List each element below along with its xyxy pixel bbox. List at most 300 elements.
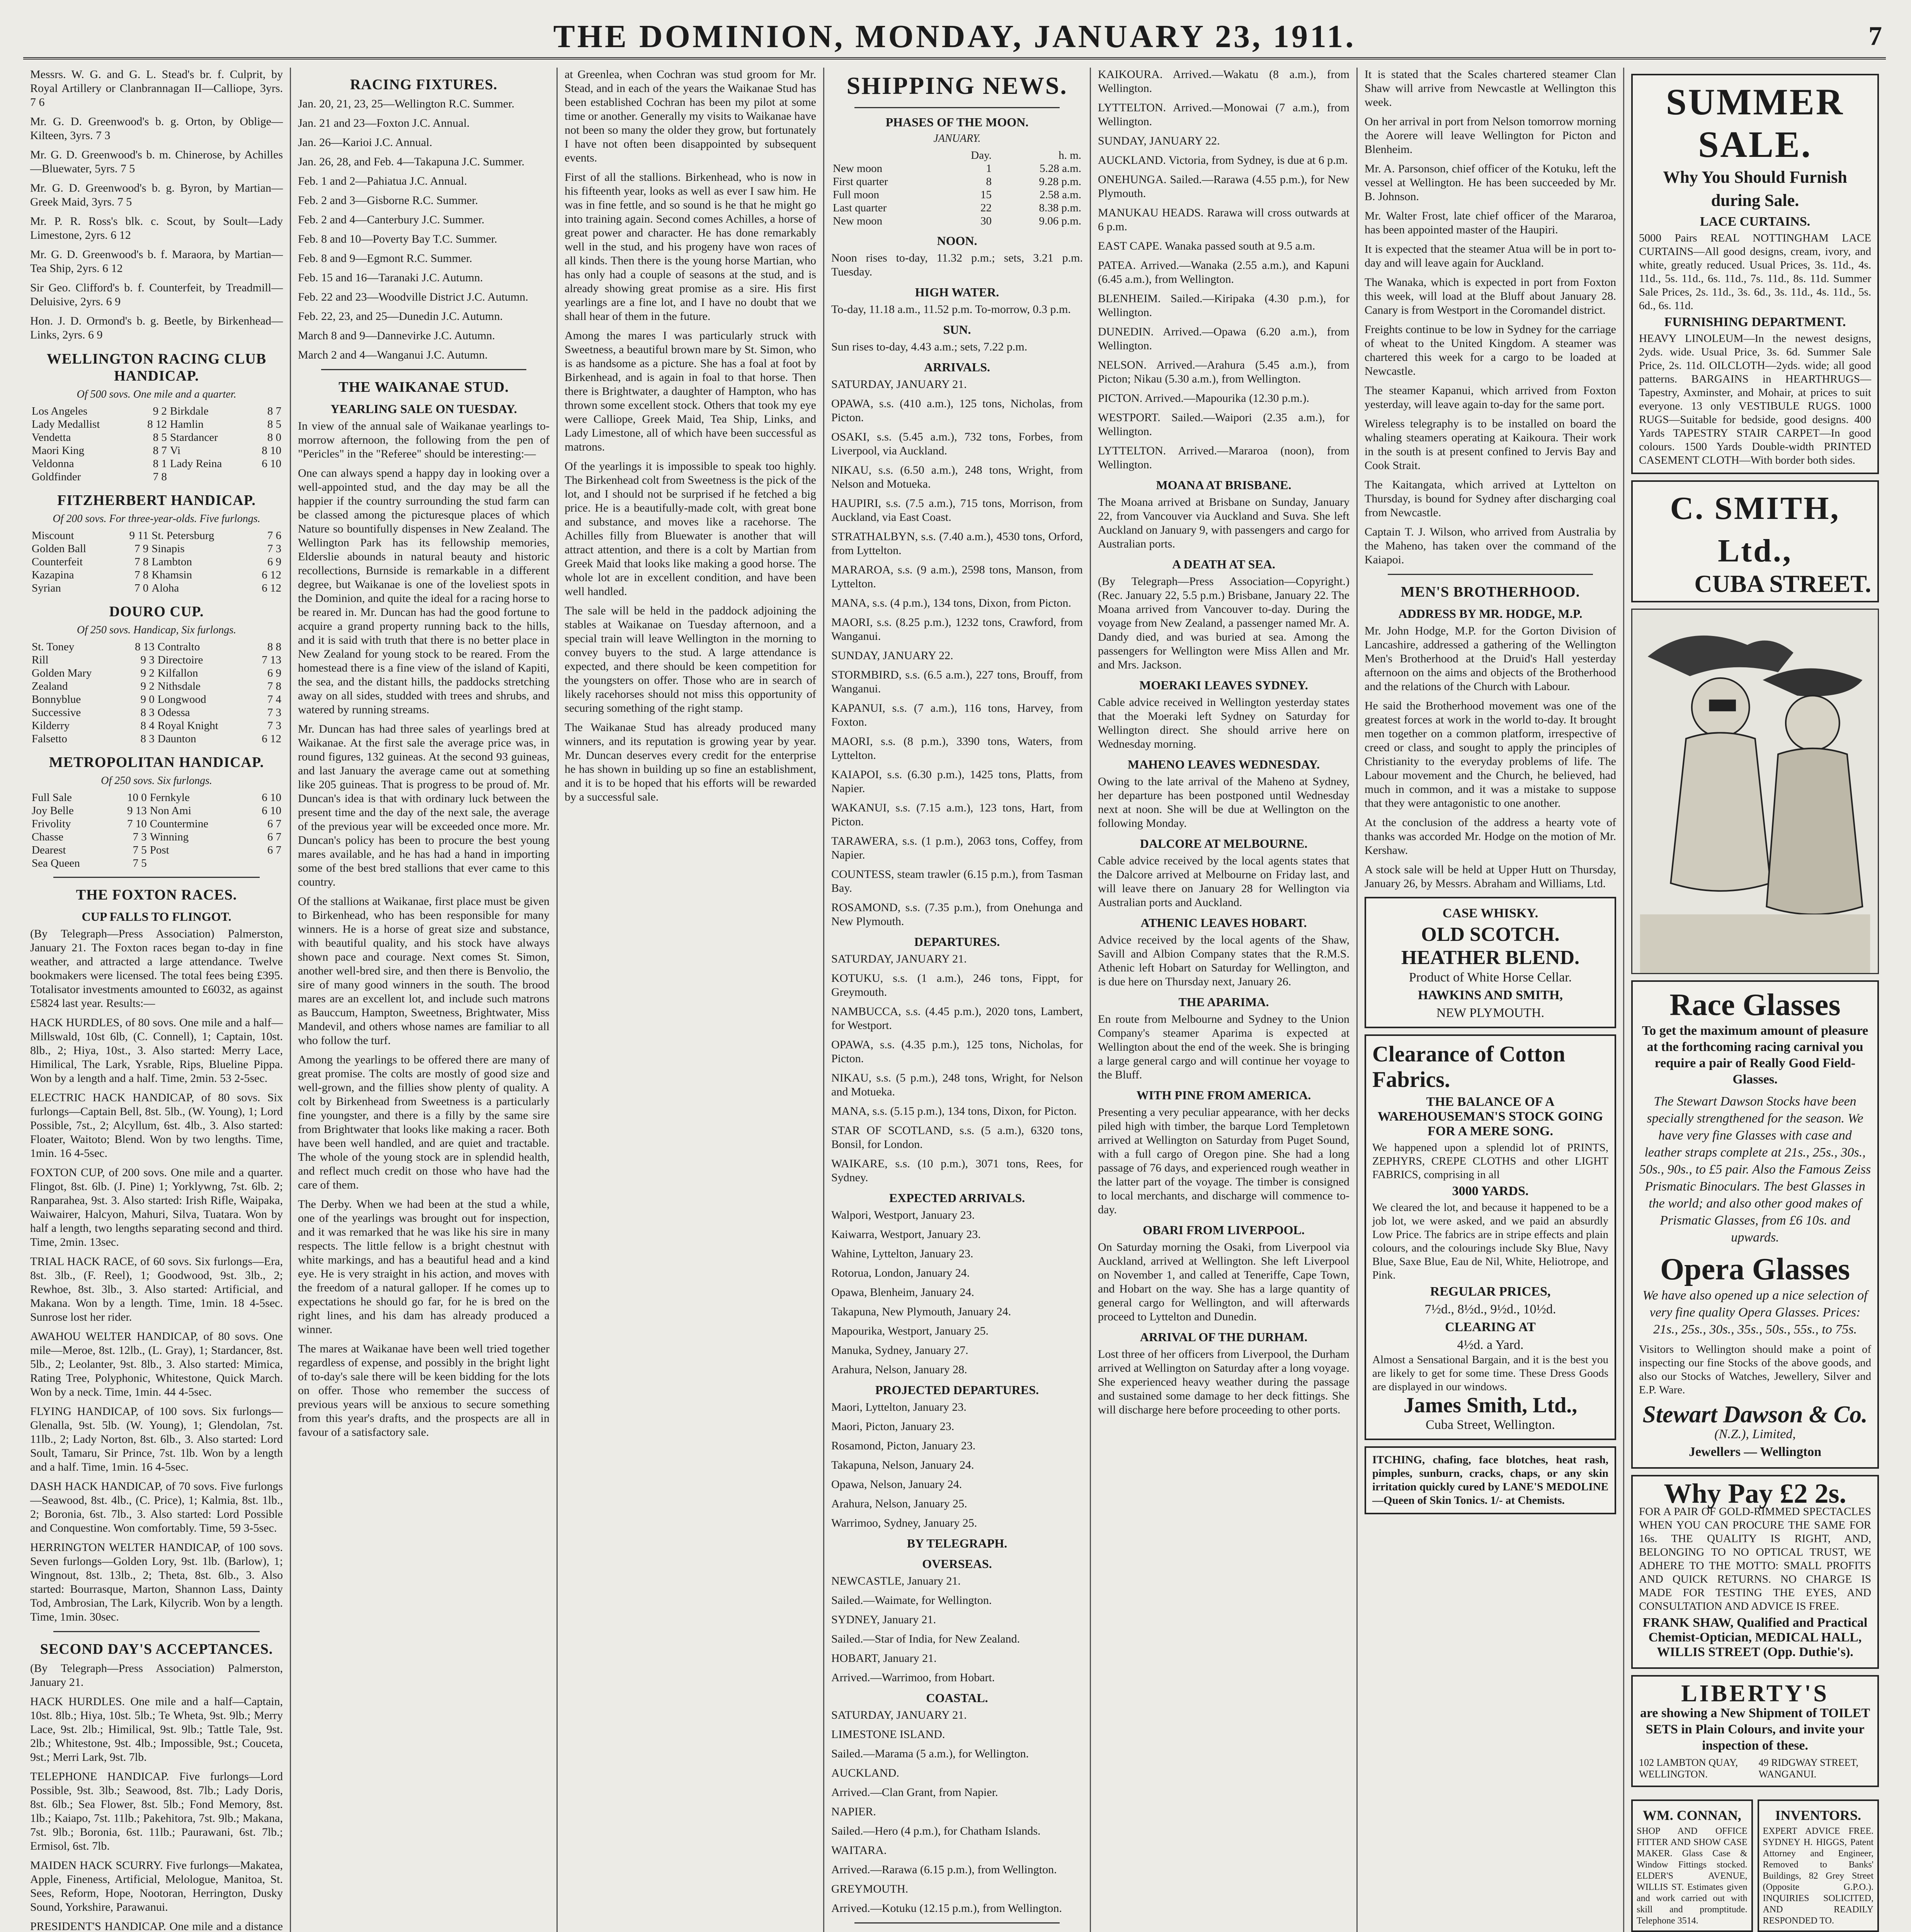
table-cell: New moon [833, 215, 883, 227]
page-number: 7 [1868, 21, 1882, 51]
divider [854, 107, 1060, 108]
clearance-out-price: 4½d. a Yard. [1457, 1338, 1524, 1352]
paragraph: DUNEDIN. Arrived.—Opawa (6.20 a.m.), from Wellington. [1098, 325, 1349, 352]
table-cell: 15 [980, 189, 992, 201]
article-headline: A DEATH AT SEA. [1172, 557, 1275, 571]
paragraph: Sailed.—Waimate, for Wellington. [831, 1594, 992, 1607]
paragraph: WAITARA. [831, 1844, 887, 1857]
paragraph: The steamer Kapanui, which arrived from Foxton yesterday, will leave again to-day for the same port. [1365, 384, 1616, 411]
horse-name: Los Angeles [32, 405, 88, 417]
stewart-dawson-advertisement [1631, 980, 1879, 1469]
liberty-advertisement [1631, 1675, 1879, 1787]
article-body: Advice received by the local agents of the Shaw, Savill and Albion Company states that the R.M.S. Athenic left Hobart on Saturday for Wellington, and is due here on Thursday next, January 26. [1098, 934, 1349, 988]
expected-list [831, 1208, 1083, 1377]
section-subheading: Of 250 sovs. Six furlongs. [101, 775, 212, 787]
horse-weight: 7 0 [134, 582, 149, 594]
nomination-entry: Mr. G. D. Greenwood's b. m. Chinerose, by Achilles—Bluewater, 5yrs. 7 5 [30, 148, 283, 175]
paragraph: LYTTELTON. Arrived.—Monowai (7 a.m.), from Wellington. [1098, 101, 1349, 128]
paragraph: PICTON. Arrived.—Mapourika (12.30 p.m.). [1098, 392, 1309, 405]
table-row [30, 568, 283, 582]
paragraph: SATURDAY, JANUARY 21. [831, 952, 967, 965]
race-glasses-illustration [1631, 609, 1879, 974]
horse-weight: 7 3 [267, 719, 281, 732]
divider [53, 877, 260, 878]
paragraph: GREYMOUTH. [831, 1883, 909, 1895]
liberty-body: are showing a New Shipment of TOILET SETS in Plain Colours, and invite your inspection of these. [1640, 1706, 1870, 1753]
table-row [30, 844, 283, 857]
race-glasses-title: Race Glasses [1669, 988, 1841, 1022]
table-row [30, 470, 283, 483]
itching-text: ITCHING, chafing, face blotches, heat rash, pimples, sunburn, cracks, chaps, or any skin irritation quickly cured by LANE'S MEDOLINE—Queen of Skin Tonics. 1/- at Chemists. [1372, 1454, 1608, 1507]
article-body: On Saturday morning the Osaki, from Liverpool via Auckland, arrived at Wellington. She left Liverpool on November 1, and called at Teneriffe, Cape Town, and Hobart on the way. She has a large quantity of general cargo for Wellington, and will afterwards proceed to Lyttelton and Dunedin. [1098, 1241, 1349, 1323]
horse-name: Nithsdale [157, 680, 201, 692]
paragraph: COUNTESS, steam trawler (6.15 p.m.), from Tasman Bay. [831, 868, 1083, 895]
paragraph: PRESIDENT'S HANDICAP. One mile and a distance [30, 1920, 283, 1932]
column-7 [1623, 68, 1886, 1932]
table-row [30, 830, 283, 844]
whisky-line: HEATHER BLEND. [1401, 947, 1580, 969]
furnishing-heading: FURNISHING DEPARTMENT. [1664, 315, 1846, 329]
article-body: Lost three of her officers from Liverpool, the Durham arrived at Wellington on Saturday after a long voyage. She experienced heavy weather during the passage and sustained some damage to her deck fittings. She will discharge here before proceeding to other ports. [1098, 1348, 1349, 1416]
liberty-address-wellington: 102 LAMBTON QUAY, WELLINGTON. [1639, 1757, 1738, 1780]
paragraph: Sailed.—Marama (5 a.m.), for Wellington. [831, 1747, 1029, 1760]
paragraph: The Waikanae Stud has already produced many winners, and its reputation is growing year by year. Mr. Duncan deserves every credit for the enterprise he has shown in building up so fine an establishment, and it is to be hoped that his efforts will be rewarded by a successful sale. [565, 721, 816, 803]
article-headline: ARRIVAL OF THE DURHAM. [1140, 1330, 1308, 1344]
paragraph: The Wanaka, which is expected in port from Foxton this week, will load at the Bluff about January 28. Canary is from Westport in the Coromandel district. [1365, 276, 1616, 316]
paragraph: ELECTRIC HACK HANDICAP, of 80 sovs. Six furlongs—Captain Bell, 8st. 5lb., (W. Young), 1; Lord Possible, 7st., 2; Alcyllum, 6st. 4lb., 3. Also started: Floater, Waitoto; Blend. Won by two lengths. Time, 1min. 16 4-5sec. [30, 1091, 283, 1160]
horse-weight: 6 12 [262, 733, 281, 745]
liberty-address-wanganui: 49 RIDGWAY STREET, WANGANUI. [1758, 1757, 1858, 1780]
paragraph: Feb. 2 and 4—Canterbury J.C. Summer. [298, 213, 485, 226]
inventors-body: EXPERT ADVICE FREE. SYDNEY H. HIGGS, Patent Attorney and Engineer, Removed to Banks' Buildings, 82 Grey Street (Opposite G.P.O.). INQUIRIES SOLICITED, AND READILY RESPONDED TO. [1763, 1826, 1874, 1926]
horse-weight: 8 3 [140, 706, 155, 719]
section-subheading: Of 200 sovs. For three-year-olds. Five furlongs. [53, 513, 260, 525]
section-heading: OVERSEAS. [922, 1557, 992, 1571]
horse-name: Kilfallon [157, 667, 198, 679]
section-heading: FITZHERBERT HANDICAP. [57, 492, 256, 509]
section-heading: PHASES OF THE MOON. [885, 115, 1029, 129]
paragraph: Of the stallions at Waikanae, first place must be given to Birkenhead, who has been responsible for many winners. He is a horse of great size and substance, with beautiful quality, and his stock have always shown pace and courage. Next comes St. Simon, another well-bred sire, and then there is Benvolio, the sire of many good winners in the south. The brood mares are an excellent lot, and include such matrons as Bauccum, Hampton, Sweetness, Brightwater, Miss Mandevil, and others whose names are familiar to all who follow the turf. [298, 895, 550, 1047]
masthead [23, 15, 1886, 60]
whisky-line: OLD SCOTCH. [1421, 923, 1560, 946]
paragraph: The Kaitangata, which arrived at Lyttelton on Thursday, is bound for Sydney after discharging coal from Newcastle. [1365, 478, 1616, 519]
table-cell: 2.58 a.m. [1040, 189, 1081, 201]
race-glasses-detail: The Stewart Dawson Stocks have been specially strengthened for the season. We have very fine Glasses with case and leather straps complete at 21s., 25s., 30s., 50s., 90s., to £5 pair. Also the Famous Zeiss Prismatic Binoculars. The best Glasses in the world; and also other good makes of Prismatic Glasses, from £6 10s. and upwards. [1639, 1094, 1871, 1245]
horse-weight: 8 5 [267, 418, 281, 430]
nomination-entry: Mr. G. D. Greenwood's b. g. Byron, by Martian—Greek Maid, 3yrs. 7 5 [30, 182, 283, 208]
article-headline: MOERAKI LEAVES SYDNEY. [1139, 678, 1308, 692]
table-row [30, 719, 283, 732]
article-body: Owing to the late arrival of the Maheno at Sydney, her departure has been postponed until Wednesday next at noon. She will be due at Wellington on the following Monday. [1098, 775, 1349, 830]
port-reports [1098, 68, 1349, 472]
paragraph: Opawa, Blenheim, January 24. [831, 1286, 974, 1299]
table-header-row [831, 149, 1083, 162]
paragraph: Sailed.—Hero (4 p.m.), for Chatham Islands. [831, 1825, 1041, 1837]
stock-sale-notice: A stock sale will be held at Upper Hutt on Thursday, January 26, by Messrs. Abraham and Williams, Ltd. [1365, 863, 1616, 890]
paragraph: MAORI, s.s. (8 p.m.), 3390 tons, Waters, from Lyttelton. [831, 735, 1083, 762]
section-subheading: Of 250 sovs. Handicap, Six furlongs. [77, 624, 237, 636]
horse-weight: 9 2 [140, 667, 155, 679]
paragraph: TARAWERA, s.s. (1 p.m.), 2063 tons, Coffey, from Napier. [831, 835, 1083, 861]
clearance-body: We happened upon a splendid lot of PRINTS, ZEPHYRS, CREPE CLOTHS and other LIGHT FABRICS, comprising in all [1372, 1141, 1608, 1181]
horse-weight: 7 5 [133, 844, 147, 856]
summer-sale-title: SUMMER SALE. [1666, 81, 1845, 165]
table-row [30, 444, 283, 457]
paragraph: Jan. 26, 28, and Feb. 4—Takapuna J.C. Summer. [298, 155, 525, 168]
clearance-yards: 3000 YARDS. [1452, 1184, 1529, 1198]
horse-weight: 8 12 [147, 418, 167, 430]
furnishing-body: HEAVY LINOLEUM—In the newest designs, 2yds. wide. Usual Price, 3s. 6d. Summer Sale Price, 2s. 11d. OILCLOTH—2yds. wide; all good patterns. BARGAINS in HEARTHRUGS—Tapestry, Axminster, and Mohair, at prices to suit everyone. 13 only VESTIBULE RUGS. 1000 RUGS—Suitable for bedside, good designs. 400 Yards TAPESTRY STAIR CARPET—In good colours. 1500 Yards Double-width PRINTED CASEMENT CLOTH—With border both sides. [1639, 332, 1871, 466]
horse-name: Daunton [157, 733, 196, 745]
horse-weight: 7 10 [127, 818, 147, 830]
article-headline: MEN'S BROTHERHOOD. [1400, 584, 1580, 600]
paragraph: The mares at Waikanae have been well tried together regardless of expense, and possibly in the bright light of to-day's sale there will be keen bidding for the lots on offer. Those who remember the success of previous years will be anxious to secure something from this year's drafts, and the prospects are all in favour of a satisfactory sale. [298, 1342, 550, 1439]
horse-name: Vendetta [32, 431, 71, 444]
paragraph: Wahine, Lyttelton, January 23. [831, 1247, 973, 1260]
departures-list [831, 952, 1083, 1185]
weights-table [30, 791, 283, 870]
column-3 [556, 68, 823, 1932]
article-body [30, 927, 283, 1624]
paragraph: STAR OF SCOTLAND, s.s. (5 a.m.), 6320 tons, Bonsil, for London. [831, 1124, 1083, 1151]
horse-weight: 7 3 [133, 831, 147, 843]
paragraph: Mr. Walter Frost, late chief officer of the Mararoa, has been appointed master of the Haupiri. [1365, 209, 1616, 236]
paragraph: AWAHOU WELTER HANDICAP, of 80 sovs. One mile—Meroe, 8st. 12lb., (L. Gray), 1; Stardancer, 8st. 5lb., 2; Leolanter, 9st. 8lb., 3. Also started: Mimica, Rating Tree, Polyphonic, Whitestone, Quick March. Won by a neck. Time, 1min. 44 4-5sec. [30, 1330, 283, 1398]
article-body [565, 68, 816, 804]
table-row [30, 582, 283, 595]
column-2 [290, 68, 556, 1932]
paragraph: SATURDAY, JANUARY 21. [831, 1709, 967, 1721]
paragraph: Feb. 15 and 16—Taranaki J.C. Autumn. [298, 271, 483, 284]
table-row [831, 201, 1083, 214]
section-heading: COASTAL. [926, 1691, 988, 1705]
dawson-location: Jewellers — Wellington [1688, 1445, 1822, 1459]
horse-name: St. Petersburg [151, 529, 214, 542]
paragraph: Mr. John Hodge, M.P. for the Gorton Division of Lancashire, addressed a gathering of the Wellington Men's Brotherhood at the Druid's Hall yesterday afternoon on the aims and objects of the Brotherhood and the relations of the Church with Labour. [1365, 624, 1616, 693]
horse-weight: 8 5 [153, 431, 167, 444]
table-row [30, 431, 283, 444]
horse-name: Dearest [32, 844, 66, 856]
paragraph: On her arrival in port from Nelson tomorrow morning the Aorere will leave Wellington for Picton and Blenheim. [1365, 115, 1616, 156]
paragraph: Feb. 2 and 3—Gisborne R.C. Summer. [298, 194, 478, 207]
paragraph: Rosamond, Picton, January 23. [831, 1439, 976, 1452]
column-header: h. m. [1058, 149, 1081, 162]
clearance-advertisement [1365, 1034, 1616, 1440]
weights-table [30, 640, 283, 745]
horse-name: Lady Reina [170, 457, 222, 470]
section-heading: DOURO CUP. [109, 604, 204, 620]
table-cell: 30 [980, 215, 992, 227]
article-body [298, 419, 550, 1439]
itching-advertisement [1365, 1446, 1616, 1514]
horse-weight: 6 9 [267, 667, 281, 679]
paragraph: Mapourika, Westport, January 25. [831, 1325, 989, 1337]
paragraph: Warrimoo, Sydney, January 25. [831, 1517, 977, 1529]
column-header [831, 149, 946, 162]
section-heading: HIGH WATER. [915, 285, 999, 299]
article-body: Presenting a very peculiar appearance, with her decks piled high with timber, the barque Lord Templetown arrived at Wellington on Saturday from Puget Sound, with a full cargo of Oregon pine. She had a long passage of 76 days, and experienced rough weather in the latter part of the voyage. The timber is consigned to local merchants, and discharge will commence to-day. [1098, 1106, 1349, 1216]
coastal-list [831, 1708, 1083, 1915]
table-row [30, 857, 283, 870]
horse-weight: 9 2 [140, 680, 155, 692]
horse-weight: 8 10 [262, 444, 281, 457]
clearance-prices-heading: REGULAR PRICES, [1430, 1284, 1551, 1299]
paragraph: At the conclusion of the address a hearty vote of thanks was accorded Mr. Hodge on the motion of Mr. Kershaw. [1365, 816, 1616, 857]
paragraph: Arahura, Nelson, January 25. [831, 1497, 967, 1510]
table-row [30, 418, 283, 431]
paragraph: SUNDAY, JANUARY 22. [1098, 134, 1220, 147]
nomination-entry: Hon. J. D. Ormond's b. g. Beetle, by Birkenhead—Links, 2yrs. 6 9 [30, 315, 283, 341]
lace-heading: LACE CURTAINS. [1700, 214, 1811, 229]
paragraph: NAMBUCCA, s.s. (4.45 p.m.), 2020 tons, Lambert, for Westport. [831, 1005, 1083, 1032]
divider [1388, 574, 1593, 575]
table-row [30, 693, 283, 706]
horse-weight: 8 13 [135, 641, 155, 653]
paragraph: ONEHUNGA. Sailed.—Rarawa (4.55 p.m.), for New Plymouth. [1098, 173, 1349, 200]
article-subheadline: ADDRESS BY MR. HODGE, M.P. [1398, 607, 1583, 621]
clearance-firm: James Smith, Ltd., [1403, 1393, 1577, 1417]
article-headline: THE WAIKANAE STUD. [339, 379, 509, 395]
column-1 [23, 68, 290, 1932]
horse-weight: 6 9 [267, 556, 281, 568]
section-heading: DEPARTURES. [914, 935, 1000, 949]
smith-street: CUBA STREET. [1694, 570, 1871, 597]
horse-name: Maori King [32, 444, 85, 457]
horse-name: Zealand [32, 680, 68, 692]
opera-glasses-title: Opera Glasses [1660, 1252, 1850, 1286]
paragraph: KAPANUI, s.s. (7 a.m.), 116 tons, Harvey, from Foxton. [831, 702, 1083, 728]
paragraph: Feb. 1 and 2—Pahiatua J.C. Annual. [298, 175, 467, 187]
race-glasses-body: To get the maximum amount of pleasure at the forthcoming racing carnival you require a pair of Really Good Field-Glasses. [1642, 1024, 1868, 1087]
horse-weight: 7 8 [134, 569, 149, 581]
paragraph: AUCKLAND. Victoria, from Sydney, is due at 6 p.m. [1098, 154, 1348, 167]
newspaper-title: THE DOMINION, MONDAY, JANUARY 23, 1911. [553, 19, 1356, 54]
paragraph: Manuka, Sydney, January 27. [831, 1344, 968, 1357]
inventors-title: INVENTORS. [1775, 1808, 1861, 1823]
page-columns [23, 68, 1886, 1932]
horse-name: Goldfinder [32, 471, 81, 483]
paragraph: MAORI, s.s. (8.25 p.m.), 1232 tons, Crawford, from Wanganui. [831, 616, 1083, 643]
paragraph: Jan. 20, 21, 23, 25—Wellington R.C. Summer. [298, 97, 515, 110]
clearance-title: Clearance of Cotton Fabrics. [1372, 1041, 1566, 1092]
article-headline: THE APARIMA. [1178, 995, 1269, 1009]
paragraph: EAST CAPE. Wanaka passed south at 9.5 a.m. [1098, 240, 1315, 252]
paragraph: MANA, s.s. (4 p.m.), 134 tons, Dixon, from Picton. [831, 597, 1071, 609]
paragraph: The sale will be held in the paddock adjoining the stables at Waikanae on Tuesday afternoon, and a special train will leave Wellington in the morning to convey buyers to the stud. A large attendance is expected, and there should be keen competition for the youngsters on offer. Those who are in search of likely racehorses should not miss this opportunity of securing something of the right stamp. [565, 604, 816, 714]
paragraph: OSAKI, s.s. (5.45 a.m.), 732 tons, Forbes, from Liverpool, via Auckland. [831, 430, 1083, 457]
horse-name: Frivolity [32, 818, 71, 830]
horse-weight: 7 8 [153, 471, 167, 483]
visitors-note: Visitors to Wellington should make a point of inspecting our fine Stocks of the above goods, and also our Stocks of Watches, Jewellery, Silver and E.P. Ware. [1639, 1343, 1871, 1396]
clearance-body: We cleared the lot, and because it happened to be a job lot, we were asked, and we paid an absurdly Low Price. The fabrics are in stripe effects and plain colours, and the colourings include Sky Blue, Navy Blue, Saxe Blue, Eau de Nil, White, Heliotrope, and Pink. [1372, 1201, 1608, 1281]
paragraph: Jan. 26—Karioi J.C. Annual. [298, 136, 432, 149]
nomination-entry: Mr. P. R. Ross's blk. c. Scout, by Soult—Lady Limestone, 2yrs. 6 12 [30, 215, 283, 242]
divider [854, 1922, 1060, 1923]
paragraph: Feb. 8 and 9—Egmont R.C. Summer. [298, 252, 472, 265]
horse-name: Golden Ball [32, 543, 86, 555]
article-body: En route from Melbourne and Sydney to the Union Company's steamer Aparima is expected at Wellington about the end of the week. She is bringing a large general cargo and will continue her voyage to the Bluff. [1098, 1013, 1349, 1081]
table-row [831, 214, 1083, 228]
paragraph: KOTUKU, s.s. (1 a.m.), 246 tons, Fippt, for Greymouth. [831, 972, 1083, 998]
paragraph: OPAWA, s.s. (4.35 p.m.), 125 tons, Nicholas, for Picton. [831, 1038, 1083, 1065]
horse-weight: 7 3 [267, 543, 281, 555]
article-headline: ATHENIC LEAVES HOBART. [1140, 916, 1307, 930]
paragraph: NAPIER. [831, 1805, 876, 1818]
shipping-notes [1365, 68, 1616, 567]
fixtures-list [298, 97, 550, 362]
paragraph: WESTPORT. Sailed.—Waipori (2.35 a.m.), for Wellington. [1098, 411, 1349, 438]
column-4 [823, 68, 1090, 1932]
paragraph: He said the Brotherhood movement was one of the greatest forces at work in the world to-day. It brought men together on a common platform, irrespective of creed or class, and sought to apply the principles of Christianity to the everyday problems of life. The Labour movement and the Church, he believed, had much in common, and it was a mistake to suppose that they were antagonistic to one another. [1365, 699, 1616, 810]
article-headline: MAHENO LEAVES WEDNESDAY. [1127, 757, 1320, 771]
horse-weight: 7 6 [267, 529, 281, 542]
horse-weight: 6 12 [262, 582, 281, 594]
paragraph: Wireless telegraphy is to be installed on board the whaling steamers operating at Kaikoura. Their work in the south is at present confined to Jervis Bay and Cook Strait. [1365, 417, 1616, 472]
paragraph: MARAROA, s.s. (9 a.m.), 2598 tons, Manson, from Lyttelton. [831, 563, 1083, 590]
horse-name: Full Sale [32, 791, 72, 804]
section-heading: METROPOLITAN HANDICAP. [49, 754, 264, 770]
paragraph: Jan. 21 and 23—Foxton J.C. Annual. [298, 117, 470, 129]
table-cell: Last quarter [833, 202, 887, 214]
horse-name: St. Toney [32, 641, 75, 653]
paragraph: LYTTELTON. Arrived.—Mararoa (noon), from Wellington. [1098, 444, 1349, 471]
paragraph: First of all the stallions. Birkenhead, who is now in his fifteenth year, looks as well as ever I saw him. He was in fine fettle, and so sound is he that he might go into training again. Second comes Achilles, a horse of great power and character. He has done remarkably well in the stud, and his progeny have won races of all kinds. Then there is the young horse Martian, who has only had a couple of seasons at the stud, and is already showing great promise as a sire. His first yearlings are a fine lot, and I have no doubt that we shall hear of them in the future. [565, 171, 816, 323]
paragraph: Maori, Lyttelton, January 23. [831, 1401, 967, 1413]
paragraph: Feb. 22 and 23—Woodville District J.C. Autumn. [298, 291, 528, 303]
table-row [30, 529, 283, 542]
whisky-title: CASE WHISKY. [1442, 906, 1538, 920]
horse-name: Winning [150, 831, 189, 843]
horse-name: Golden Mary [32, 667, 92, 679]
horse-name: Sinapis [151, 543, 185, 555]
section-heading: WELLINGTON RACING CLUB HANDICAP. [46, 351, 267, 384]
table-cell: New moon [833, 162, 883, 175]
horse-weight: 8 0 [267, 431, 281, 444]
paragraph: AUCKLAND. [831, 1767, 899, 1779]
divider [321, 369, 526, 370]
divider [53, 1631, 260, 1632]
paragraph: TELEPHONE HANDICAP. Five furlongs—Lord Possible, 9st. 3lb.; Seawood, 8st. 7lb.; Lady Doris, 8st. 6lb.; Sea Flower, 8st. 5lb.; Fond Memory, 8st. 1lb.; Kaiapo, 7st. 11lb.; Pakehitora, 7st. 9lb.; Makana, 7st. 9lb.; Boronia, 6st. 11lb.; Paurawani, 6st. 7lb.; Ermisol, 6st. 7lb. [30, 1770, 283, 1852]
paragraph: Captain T. J. Wilson, who arrived from Australia by the Maheno, has taken over the command of the Kaiapoi. [1365, 526, 1616, 566]
table-row [30, 680, 283, 693]
paragraph: NIKAU, s.s. (5 p.m.), 248 tons, Wright, for Nelson and Motueka. [831, 1071, 1083, 1098]
paragraph: FLYING HANDICAP, of 100 sovs. Six furlongs—Glenalla, 9st. 5lb. (W. Young), 1; Glendolan, 7st. 11lb., 2; Lady Norton, 8st. 6lb., 3. Also started: Lord Soult, Tamaru, Sir Prince, 7st. 1lb. Won by a length and a half. Time, 1min. 16 4-5sec. [30, 1405, 283, 1473]
table-cell: 8 [986, 175, 992, 188]
article-body: The Moana arrived at Brisbane on Sunday, January 22, from Vancouver via Auckland and Suva. She left Auckland on January 9, with passengers and cargo for Australian ports. [1098, 496, 1349, 550]
paragraph: March 2 and 4—Wanganui J.C. Autumn. [298, 349, 488, 361]
horse-weight: 7 9 [134, 543, 149, 555]
paragraph: DASH HACK HANDICAP, of 70 sovs. Five furlongs—Seawood, 8st. 4lb., (C. Price), 1; Kalmia, 8st. 1lb., 2; Boronia, 6st. 7lb., 3. Also started: Lord Possible and Conquestine. Won comfortably. Time, 59 3-5sec. [30, 1480, 283, 1534]
summer-sale-advertisement [1631, 74, 1879, 474]
shipping-news-title: SHIPPING NEWS. [846, 72, 1068, 99]
nomination-entry: Messrs. W. G. and G. L. Stead's br. f. Culprit, by Royal Artillery or Clanbrannagan II—Calliope, 3yrs. 7 6 [30, 68, 283, 109]
inventors-advertisement [1758, 1799, 1879, 1932]
clearance-address: Cuba Street, Wellington. [1426, 1418, 1555, 1432]
paragraph: Opawa, Nelson, January 24. [831, 1478, 962, 1491]
horse-name: Falsetto [32, 733, 67, 745]
clearance-sub: THE BALANCE OF A WAREHOUSEMAN'S STOCK GOING FOR A MERE SONG. [1377, 1095, 1603, 1138]
table-cell: First quarter [833, 175, 888, 188]
paragraph: WAKANUI, s.s. (7.15 a.m.), 123 tons, Hart, from Picton. [831, 801, 1083, 828]
paragraph: Maori, Picton, January 23. [831, 1420, 955, 1433]
whisky-seller: HAWKINS AND SMITH, [1418, 988, 1563, 1002]
table-row [30, 817, 283, 830]
paragraph: Kaiwarra, Westport, January 23. [831, 1228, 981, 1241]
paragraph: Sailed.—Star of India, for New Zealand. [831, 1633, 1020, 1645]
paragraph: BLENHEIM. Sailed.—Kiripaka (4.30 p.m.), for Wellington. [1098, 292, 1349, 319]
horse-name: Directoire [157, 654, 203, 666]
horse-weight: 7 13 [262, 654, 281, 666]
paragraph: MAIDEN HACK SCURRY. Five furlongs—Makatea, Apple, Fineness, Artificial, Melologue, Manitoa, St. Sees, Reform, Hope, Nootoran, Herrington, Dusky Sound, Yorkshire, Parawanui. [30, 1859, 283, 1913]
arrivals-list [831, 378, 1083, 929]
column-6 [1356, 68, 1623, 1932]
horse-weight: 9 0 [140, 693, 155, 706]
horse-weight: 9 3 [140, 654, 155, 666]
horse-name: Counterfeit [32, 556, 83, 568]
table-row [30, 405, 283, 418]
paragraph: HACK HURDLES. One mile and a half—Captain, 10st. 8lb.; Hiya, 10st. 5lb.; Te Wheta, 9st. 9lb.; Merry Lace, 9st. 2lb.; Himilical, 9st. 9lb.; Tattle Tale, 9st. 2lb.; Whitestone, 9st. 4lb.; Impossible, 9st.; Couceta, 9st.; Merri Lark, 9st. 7lb. [30, 1695, 283, 1764]
paragraph: Mr. A. Parsonson, chief officer of the Kotuku, left the vessel at Wellington. He has been succeeded by Mr. B. Johnson. [1365, 162, 1616, 203]
paragraph: Freights continue to be low in Sydney for the carriage of wheat to the United Kingdom. A steamer was chartered this week for a cargo to be loaded at Newcastle. [1365, 323, 1616, 378]
nomination-entry: Sir Geo. Clifford's b. f. Counterfeit, by Treadmill—Deluisive, 2yrs. 6 9 [30, 281, 283, 308]
moon-phases-table [831, 149, 1083, 228]
horse-name: Odessa [157, 706, 190, 719]
horse-weight: 8 7 [153, 444, 167, 457]
paragraph: ROSAMOND, s.s. (7.35 p.m.), from Onehunga and New Plymouth. [831, 901, 1083, 928]
paragraph: It is expected that the steamer Atua will be in port to-day and will leave again for Auckland. [1365, 243, 1616, 269]
paragraph: Feb. 8 and 10—Poverty Bay T.C. Summer. [298, 233, 497, 245]
horse-name: Syrian [32, 582, 61, 594]
table-row [30, 667, 283, 680]
section-subheading: JANUARY. [933, 133, 981, 145]
why-pay-title: Why Pay £2 2s. [1664, 1478, 1846, 1509]
horse-name: Countermine [150, 818, 209, 830]
nomination-entry: Mr. G. D. Greenwood's b. g. Orton, by Oblige—Kilteen, 3yrs. 7 3 [30, 115, 283, 142]
paragraph: SUNDAY, JANUARY 22. [831, 649, 953, 662]
paragraph: Among the yearlings to be offered there are many of great promise. The colts are mostly of good size and well-grown, and the fillies show plenty of quality. A colt by Birkenhead from Sweetness is a particularly fine youngster, and there is a filly by the same sire from Brightwater that looks like making a racer. Both have been well handled, and are quiet and tractable. The whole of the young stock are in splendid health, and reflect much credit on those who have had the care of them. [298, 1053, 550, 1191]
paragraph: LIMESTONE ISLAND. [831, 1728, 945, 1741]
lace-body: 5000 Pairs REAL NOTTINGHAM LACE CURTAINS—All good designs, cream, ivory, and white, greatly reduced. Usual Prices, 3s. 11d., 4s. 11d., 5s. 11d., 6s. 11d., 7s. 11d., 8s. 11d. Summer Sale Prices, 2s. 11d., 3s. 6d., 3s. 11d., 4s. 11d., 5s. 6d., 6s. 11d. [1639, 232, 1871, 312]
liberty-title: LIBERTY'S [1681, 1680, 1829, 1707]
article-subheadline: CUP FALLS TO FLINGOT. [82, 910, 231, 923]
horse-weight: 6 7 [267, 831, 281, 843]
table-cell: 22 [980, 202, 992, 214]
horse-name: Rill [32, 654, 49, 666]
weights-table [30, 405, 283, 483]
article-headline: SECOND DAY'S ACCEPTANCES. [40, 1641, 273, 1657]
section-heading: ARRIVALS. [924, 360, 990, 374]
paragraph: Arrived.—Warrimoo, from Hobart. [831, 1671, 995, 1684]
table-row [30, 542, 283, 555]
article-subheadline: YEARLING SALE ON TUESDAY. [330, 402, 517, 416]
horse-weight: 8 8 [267, 641, 281, 653]
article-headline: OBARI FROM LIVERPOOL. [1143, 1223, 1305, 1237]
paragraph: March 8 and 9—Dannevirke J.C. Autumn. [298, 329, 495, 342]
paragraph: Walpori, Westport, January 23. [831, 1209, 975, 1221]
paragraph: Arahura, Nelson, January 28. [831, 1363, 967, 1376]
table-row [30, 640, 283, 653]
horse-name: Lady Medallist [32, 418, 100, 430]
horse-name: Fernkyle [150, 791, 190, 804]
clearance-body: Almost a Sensational Bargain, and it is the best you are likely to get for some time. These Dress Goods are displayed in our windows. [1372, 1354, 1608, 1393]
horse-weight: 6 7 [267, 844, 281, 856]
table-cell: 9.28 p.m. [1039, 175, 1081, 188]
article-headline: WITH PINE FROM AMERICA. [1136, 1088, 1311, 1102]
paragraph: The Derby. When we had been at the stud a while, one of the yearlings was brought out for inspection, and it was remarked that he was like his sire in many respects. The little fellow is a bright chestnut with white markings, and has a beautiful head and a kind eye. He is very straight in his action, and moves with the freedom of a natural galloper. If he comes up to expectations he should go far, for he is bred on the right lines, and his dam has already produced a winner. [298, 1198, 550, 1336]
whisky-town: NEW PLYMOUTH. [1436, 1006, 1545, 1020]
horse-weight: 9 13 [127, 804, 147, 817]
connan-advertisement [1631, 1799, 1753, 1932]
